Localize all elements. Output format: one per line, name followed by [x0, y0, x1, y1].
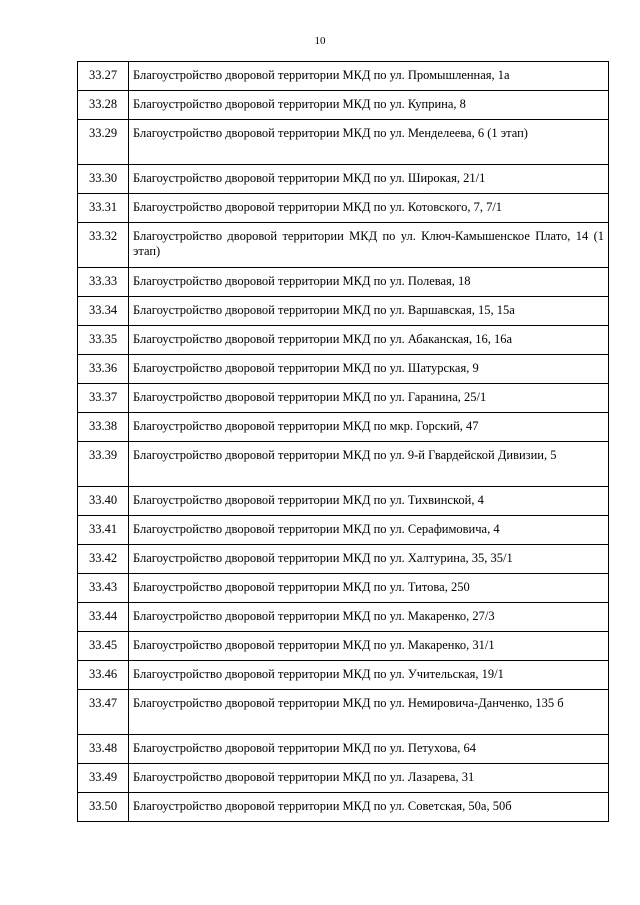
- row-description: Благоустройство дворовой территории МКД по ул. Макаренко, 31/1: [129, 632, 609, 661]
- table-row: [78, 574, 609, 603]
- improvement-table: [77, 61, 609, 822]
- row-number: 33.41: [78, 516, 129, 545]
- table-row: [78, 62, 609, 91]
- row-description: Благоустройство дворовой территории МКД по мкр. Горский, 47: [129, 413, 609, 442]
- row-number: 33.27: [78, 62, 129, 91]
- table-row: [78, 545, 609, 574]
- row-description: Благоустройство дворовой территории МКД по ул. Абаканская, 16, 16а: [129, 326, 609, 355]
- row-description: Благоустройство дворовой территории МКД по ул. Промышленная, 1а: [129, 62, 609, 91]
- table-row: [78, 413, 609, 442]
- row-number: 33.37: [78, 384, 129, 413]
- row-description: Благоустройство дворовой территории МКД по ул. Лазарева, 31: [129, 764, 609, 793]
- row-description: Благоустройство дворовой территории МКД по ул. Петухова, 64: [129, 735, 609, 764]
- table-row: [78, 764, 609, 793]
- page-number: 10: [314, 35, 326, 47]
- table-row: [78, 603, 609, 632]
- row-description: Благоустройство дворовой территории МКД по ул. Котовского, 7, 7/1: [129, 194, 609, 223]
- table-row: [78, 690, 609, 735]
- table-row: [78, 661, 609, 690]
- row-description: Благоустройство дворовой территории МКД по ул. Широкая, 21/1: [129, 165, 609, 194]
- row-description: Благоустройство дворовой территории МКД по ул. Гаранина, 25/1: [129, 384, 609, 413]
- table-row: [78, 384, 609, 413]
- row-number: 33.49: [78, 764, 129, 793]
- row-number: 33.42: [78, 545, 129, 574]
- row-number: 33.29: [78, 120, 129, 165]
- row-description: Благоустройство дворовой территории МКД по ул. Учительская, 19/1: [129, 661, 609, 690]
- row-number: 33.48: [78, 735, 129, 764]
- row-number: 33.50: [78, 793, 129, 822]
- row-number: 33.39: [78, 442, 129, 487]
- row-number: 33.31: [78, 194, 129, 223]
- table-row: [78, 355, 609, 384]
- row-number: 33.44: [78, 603, 129, 632]
- row-number: 33.32: [78, 223, 129, 268]
- row-description: Благоустройство дворовой территории МКД по ул. Макаренко, 27/3: [129, 603, 609, 632]
- table-row: [78, 487, 609, 516]
- table-row: [78, 735, 609, 764]
- table-row: [78, 91, 609, 120]
- row-number: 33.34: [78, 297, 129, 326]
- row-number: 33.36: [78, 355, 129, 384]
- table-row: [78, 120, 609, 165]
- row-number: 33.43: [78, 574, 129, 603]
- table-row: [78, 297, 609, 326]
- row-number: 33.28: [78, 91, 129, 120]
- row-number: 33.46: [78, 661, 129, 690]
- table-row: [78, 223, 609, 268]
- row-description: Благоустройство дворовой территории МКД по ул. Халтурина, 35, 35/1: [129, 545, 609, 574]
- row-description: Благоустройство дворовой территории МКД по ул. Немировича-Данченко, 135 б: [129, 690, 609, 735]
- table-row: [78, 194, 609, 223]
- table-row: [78, 632, 609, 661]
- row-number: 33.30: [78, 165, 129, 194]
- table-row: [78, 793, 609, 822]
- row-description: Благоустройство дворовой территории МКД по ул. Ключ-Камышенское Плато, 14 (1 этап): [129, 223, 609, 268]
- table-row: [78, 165, 609, 194]
- table-row: [78, 442, 609, 487]
- row-number: 33.35: [78, 326, 129, 355]
- table-row: [78, 516, 609, 545]
- row-description: Благоустройство дворовой территории МКД по ул. Титова, 250: [129, 574, 609, 603]
- row-description: Благоустройство дворовой территории МКД по ул. Шатурская, 9: [129, 355, 609, 384]
- row-description: Благоустройство дворовой территории МКД по ул. Варшавская, 15, 15а: [129, 297, 609, 326]
- row-number: 33.33: [78, 268, 129, 297]
- row-description: Благоустройство дворовой территории МКД по ул. Советская, 50а, 50б: [129, 793, 609, 822]
- row-description: Благоустройство дворовой территории МКД по ул. Менделеева, 6 (1 этап): [129, 120, 609, 165]
- row-number: 33.40: [78, 487, 129, 516]
- row-description: Благоустройство дворовой территории МКД по ул. Тихвинской, 4: [129, 487, 609, 516]
- row-number: 33.45: [78, 632, 129, 661]
- table-row: [78, 268, 609, 297]
- row-number: 33.47: [78, 690, 129, 735]
- row-description: Благоустройство дворовой территории МКД по ул. 9-й Гвардейской Дивизии, 5: [129, 442, 609, 487]
- row-number: 33.38: [78, 413, 129, 442]
- row-description: Благоустройство дворовой территории МКД по ул. Серафимовича, 4: [129, 516, 609, 545]
- row-description: Благоустройство дворовой территории МКД по ул. Куприна, 8: [129, 91, 609, 120]
- row-description: Благоустройство дворовой территории МКД по ул. Полевая, 18: [129, 268, 609, 297]
- table-row: [78, 326, 609, 355]
